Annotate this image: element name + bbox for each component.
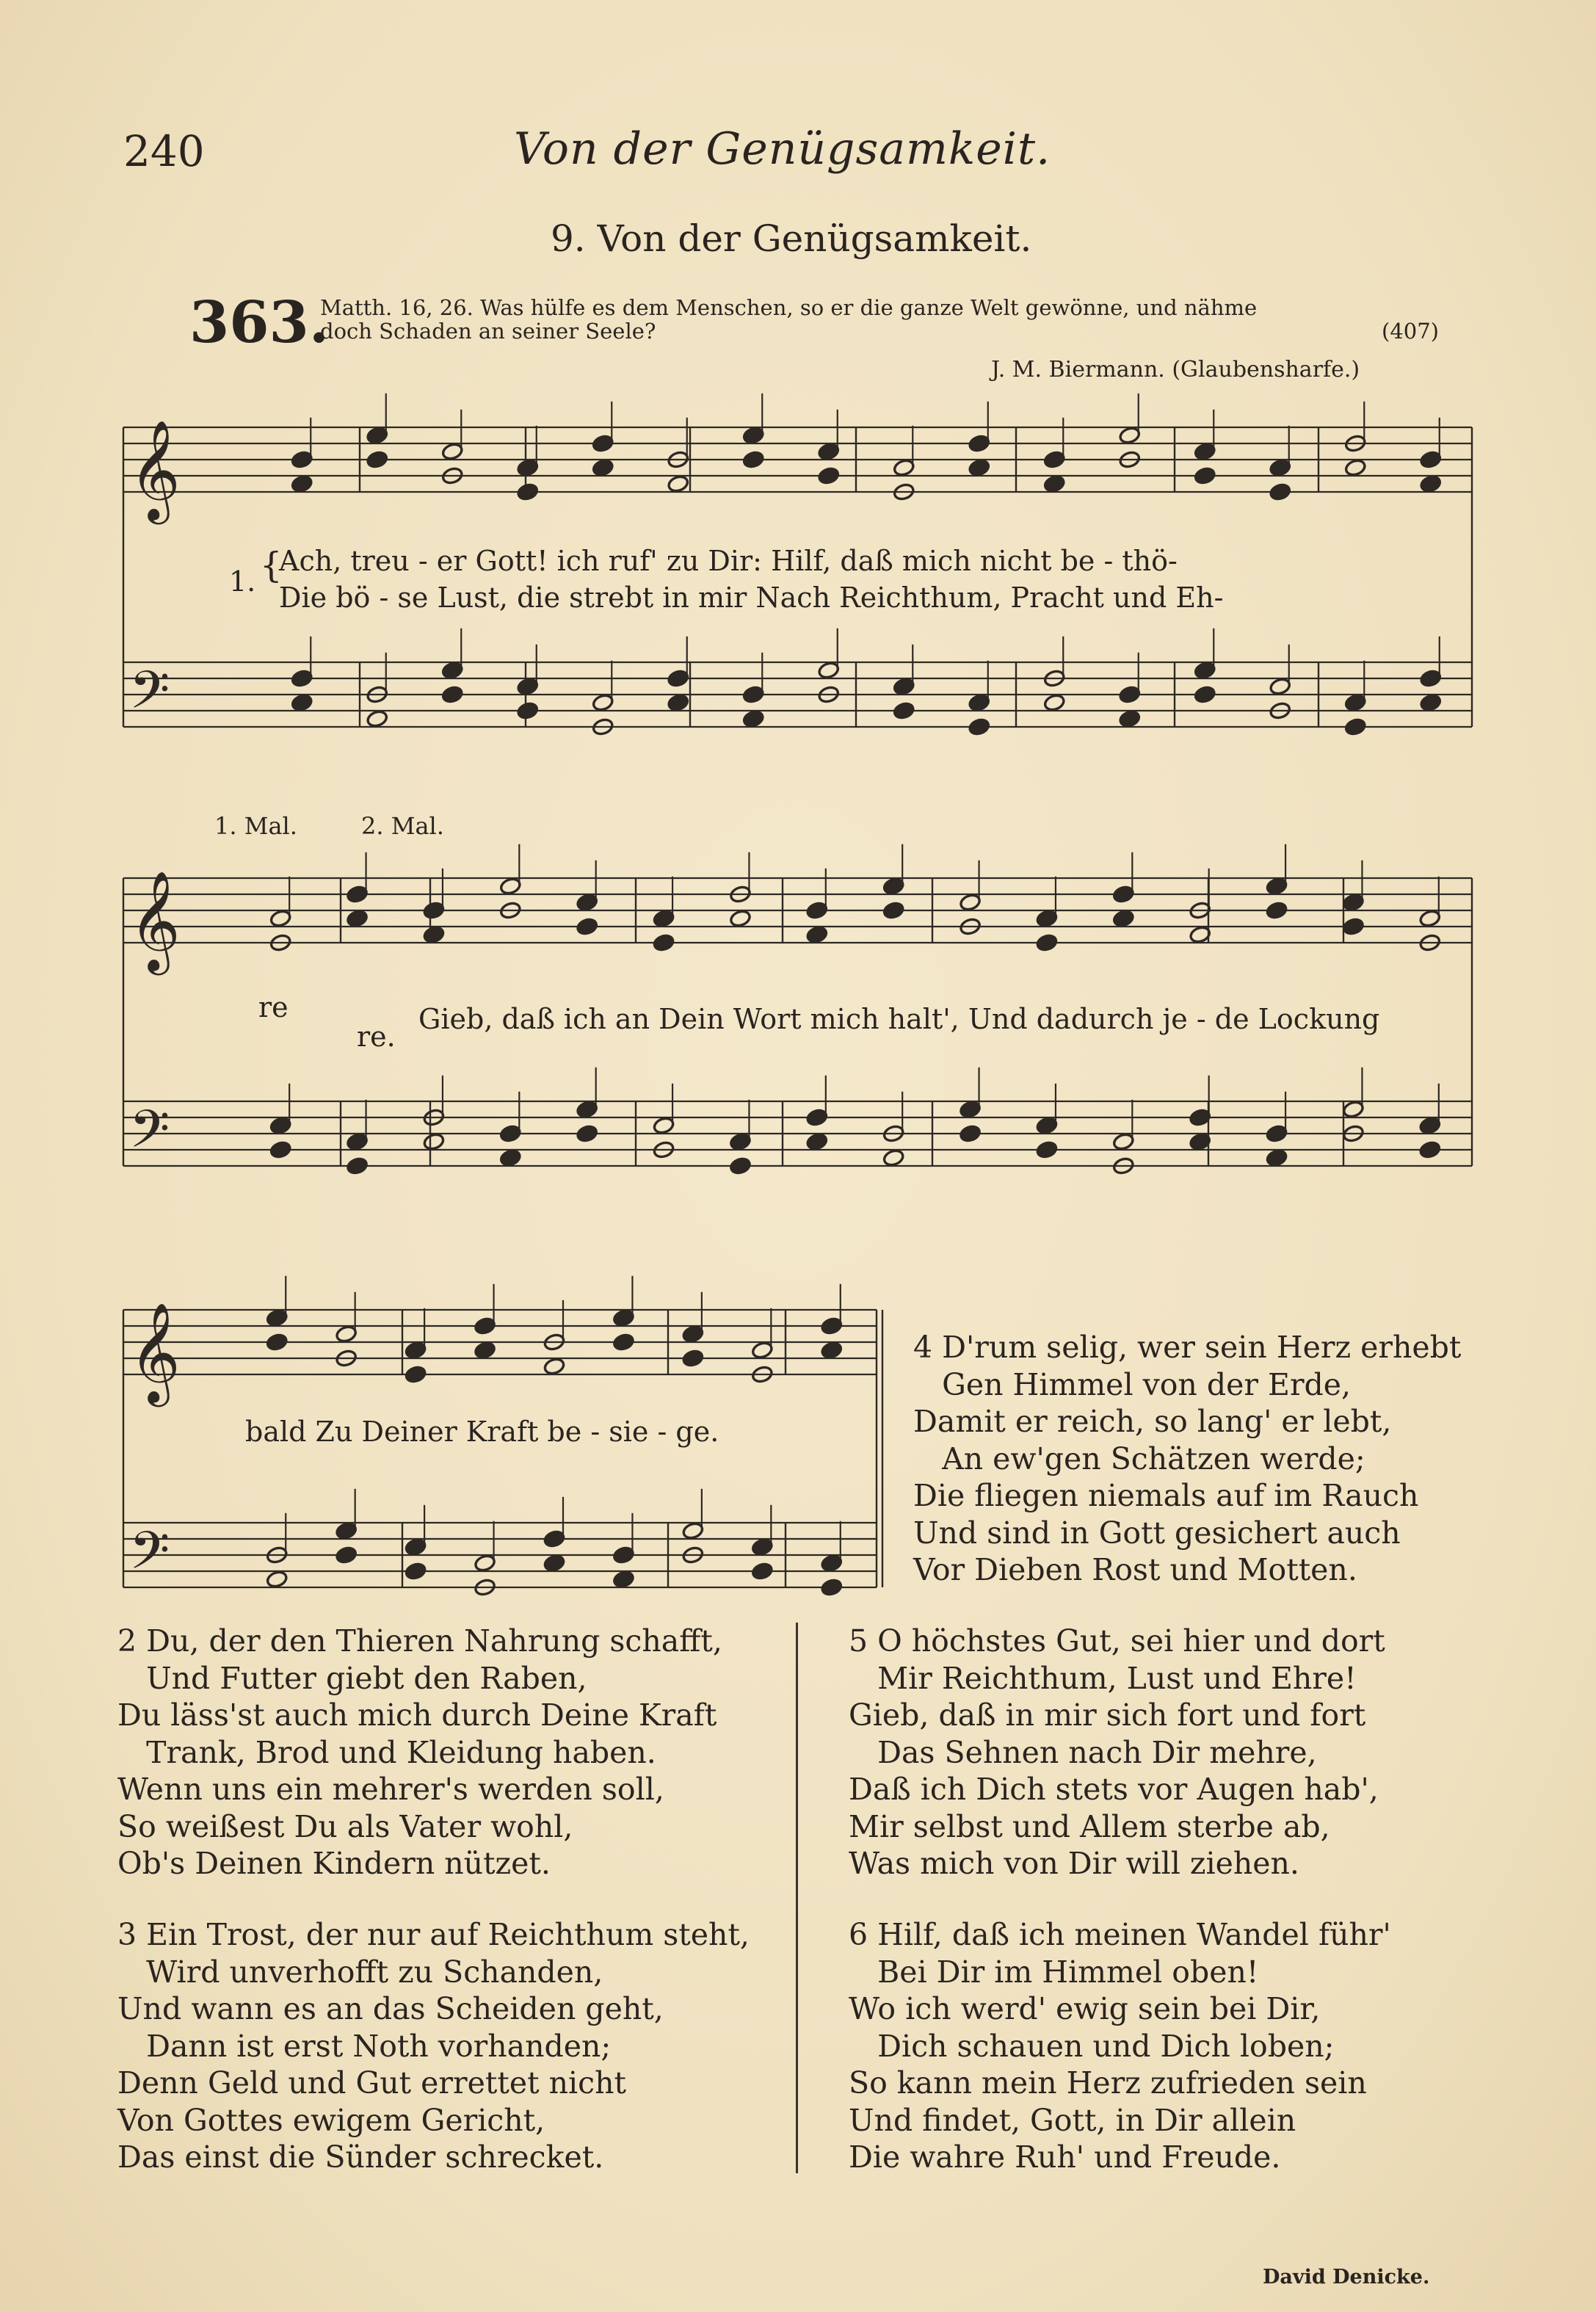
note-s1-treble: [742, 450, 765, 469]
note-s1-bass: [968, 717, 990, 736]
note-s1-bass: [366, 709, 388, 728]
note-s1-treble: [1269, 458, 1291, 477]
note-s2-treble: [423, 901, 446, 920]
note-s2-bass: [1036, 1140, 1059, 1159]
note-s3-treble: [612, 1308, 635, 1327]
note-s3-bass: [820, 1554, 843, 1573]
note-s3-treble: [612, 1333, 635, 1352]
verse-label: 1.: [229, 565, 256, 598]
note-s1-bass: [592, 693, 614, 712]
note-s1-bass: [516, 677, 539, 696]
note-s1-treble: [592, 458, 614, 477]
note-s2-bass: [1266, 1124, 1288, 1143]
note-s1-bass: [742, 709, 765, 728]
note-s1-bass: [1194, 661, 1216, 680]
note-s2-treble: [1419, 909, 1442, 928]
note-s2-bass: [576, 1100, 598, 1119]
note-s2-bass: [346, 1156, 369, 1175]
note-s2-treble: [1036, 933, 1059, 952]
verse-4: 4 D'rum selig, wer sein Herz erhebt Gen Himmel von der Erde, Damit er reich, so lang' er lebt, An ew'gen Schätzen werde; Die fliegen niemals auf im Rauch Und sind in Gott gesichert auch Vor Dieben Rost und Motten.: [913, 1330, 1462, 1587]
note-s1-bass: [1419, 693, 1442, 712]
lyrics-row2-ending2: re.: [357, 1021, 396, 1053]
note-s1-bass: [1419, 669, 1442, 688]
note-s1-treble: [1043, 450, 1066, 469]
lyrics-row2: Gieb, daß ich an Dein Wort mich halt', Und dadurch je - de Lockung: [418, 1003, 1380, 1035]
note-s3-bass: [266, 1570, 289, 1589]
note-s2-treble: [269, 909, 292, 928]
note-s3-treble: [266, 1333, 289, 1352]
note-s3-bass: [543, 1529, 566, 1548]
note-s2-treble: [959, 893, 982, 912]
note-s2-bass: [729, 1132, 752, 1151]
note-s2-bass: [653, 1116, 675, 1135]
bass-clef-3: 𝄢: [129, 1521, 170, 1594]
note-s1-treble: [291, 450, 313, 469]
author-credit: David Denicke.: [1263, 2266, 1430, 2289]
note-s2-treble: [1342, 917, 1365, 936]
note-s1-bass: [1344, 693, 1367, 712]
tune-reference: (407): [1382, 319, 1439, 344]
bass-clef: 𝄢: [129, 660, 170, 733]
volta-first: 1. Mal.: [214, 812, 297, 840]
bass-clef-2: 𝄢: [129, 1099, 170, 1173]
note-s3-treble: [405, 1341, 427, 1360]
note-s1-treble: [667, 474, 689, 493]
note-s1-bass: [1118, 709, 1141, 728]
note-s2-bass: [959, 1124, 982, 1143]
note-s2-treble: [653, 933, 675, 952]
note-s2-treble: [1266, 877, 1288, 896]
note-s2-bass: [269, 1140, 292, 1159]
note-s1-treble: [1194, 466, 1216, 485]
running-title: Von der Genügsamkeit.: [514, 123, 1051, 175]
note-s1-bass: [441, 685, 464, 704]
note-s1-bass: [667, 669, 689, 688]
note-s1-treble: [366, 426, 388, 445]
note-s1-bass: [893, 701, 915, 720]
note-s2-treble: [806, 901, 829, 920]
note-s3-bass: [474, 1554, 496, 1573]
composer-credit: J. M. Biermann. (Glaubensharfe.): [991, 357, 1360, 383]
note-s3-bass: [405, 1562, 427, 1581]
note-s2-bass: [423, 1132, 446, 1151]
note-s2-bass: [1419, 1116, 1442, 1135]
note-s1-treble: [817, 442, 840, 461]
note-s1-bass: [667, 693, 689, 712]
note-s3-treble: [335, 1324, 358, 1344]
note-s1-bass: [291, 669, 313, 688]
note-s1-treble: [817, 466, 840, 485]
note-s1-bass: [968, 693, 990, 712]
treble-clef: 𝄞: [129, 418, 181, 520]
note-s1-bass: [1194, 685, 1216, 704]
note-s3-treble: [820, 1341, 843, 1360]
note-s1-treble: [1269, 482, 1291, 501]
note-s3-treble: [543, 1357, 566, 1376]
note-s3-bass: [751, 1562, 774, 1581]
note-s1-treble: [441, 442, 464, 461]
verse-3: 3 Ein Trost, der nur auf Reichthum steht, Wird unverhofft zu Schanden, Und wann es an das Scheiden geht, Dann ist erst Noth vorhanden; Denn Geld und Gut errettet nicht Von Gottes ewigem Gericht, Das einst die Sünder schrecket.: [117, 1917, 750, 2175]
note-s1-treble: [592, 434, 614, 453]
note-s2-treble: [499, 877, 522, 896]
note-s3-bass: [612, 1545, 635, 1565]
note-s3-treble: [820, 1316, 843, 1336]
note-s1-bass: [1043, 693, 1066, 712]
note-s1-bass: [516, 701, 539, 720]
note-s2-bass: [1112, 1132, 1135, 1151]
note-s2-treble: [882, 877, 905, 896]
page-number: 240: [123, 126, 205, 176]
note-s3-bass: [682, 1521, 705, 1540]
note-s2-treble: [346, 885, 369, 904]
brace-symbol: {: [260, 545, 283, 586]
volta-second: 2. Mal.: [361, 812, 444, 840]
note-s2-treble: [423, 925, 446, 944]
note-s1-bass: [1118, 685, 1141, 704]
note-s2-treble: [346, 909, 369, 928]
note-s1-bass: [893, 677, 915, 696]
scripture-reference: Matth. 16, 26. Was hülfe es dem Menschen, so er die ganze Welt gewönne, und nähme: [320, 295, 1258, 320]
lyrics-row3: bald Zu Deiner Kraft be - sie - ge.: [245, 1416, 719, 1448]
note-s2-bass: [729, 1156, 752, 1175]
note-s1-treble: [291, 474, 313, 493]
note-s2-treble: [1112, 909, 1135, 928]
note-s1-treble: [516, 482, 539, 501]
note-s2-bass: [1419, 1140, 1442, 1159]
hymn-number: 363.: [189, 289, 329, 356]
note-s2-treble: [576, 893, 598, 912]
note-s2-bass: [1342, 1100, 1365, 1119]
note-s1-treble: [968, 458, 990, 477]
verse-6: 6 Hilf, daß ich meinen Wandel führ' Bei Dir im Himmel oben! Wo ich werd' ewig sein bei Dir, Dich schauen und Dich loben; So kann mein Herz zufrieden sein Und findet, Gott, in Dir allein Die wahre Ruh' und Freude.: [849, 1917, 1391, 2175]
lyrics-line-1: Ach, treu - er Gott! ich ruf' zu Dir: Hilf, daß mich nicht be - thö-: [279, 545, 1178, 577]
note-s2-bass: [1036, 1116, 1059, 1135]
note-s1-treble: [968, 434, 990, 453]
note-s3-bass: [543, 1554, 566, 1573]
note-s1-treble: [742, 426, 765, 445]
note-s3-treble: [474, 1316, 496, 1336]
column-divider: [796, 1623, 798, 2173]
note-s1-bass: [817, 661, 840, 680]
verse-5: 5 O höchstes Gut, sei hier und dort Mir Reichthum, Lust und Ehre! Gieb, daß in mir sich fort und fort Das Sehnen nach Dir mehre, Daß ich Dich stets vor Augen hab', Mir selbst und Allem sterbe ab, Was mich von Dir will ziehen.: [849, 1623, 1385, 1881]
note-s3-treble: [682, 1349, 705, 1368]
note-s2-treble: [1342, 893, 1365, 912]
note-s1-treble: [366, 450, 388, 469]
note-s3-treble: [266, 1308, 289, 1327]
treble-clef-2: 𝄞: [129, 869, 181, 971]
note-s1-bass: [1344, 717, 1367, 736]
note-s1-bass: [1269, 677, 1291, 696]
note-s2-bass: [499, 1124, 522, 1143]
note-s2-treble: [882, 901, 905, 920]
treble-clef-3: 𝄞: [129, 1301, 181, 1402]
note-s2-bass: [576, 1124, 598, 1143]
note-s2-bass: [1266, 1148, 1288, 1167]
lyrics-row2-ending1: re: [258, 991, 289, 1023]
note-s2-bass: [269, 1116, 292, 1135]
note-s1-treble: [1419, 474, 1442, 493]
note-s3-treble: [405, 1365, 427, 1384]
note-s3-bass: [335, 1545, 358, 1565]
note-s1-treble: [1344, 458, 1367, 477]
note-s1-treble: [1118, 426, 1141, 445]
note-s2-bass: [882, 1148, 905, 1167]
note-s1-bass: [441, 661, 464, 680]
note-s1-treble: [516, 458, 539, 477]
note-s3-bass: [612, 1570, 635, 1589]
note-s1-treble: [893, 458, 915, 477]
note-s3-bass: [335, 1521, 358, 1540]
section-title: 9. Von der Genügsamkeit.: [551, 217, 1032, 260]
note-s2-bass: [959, 1100, 982, 1119]
note-s3-bass: [405, 1537, 427, 1557]
note-s3-treble: [474, 1341, 496, 1360]
note-s2-treble: [1036, 909, 1059, 928]
note-s2-bass: [346, 1132, 369, 1151]
note-s1-treble: [1043, 474, 1066, 493]
note-s3-treble: [682, 1324, 705, 1344]
note-s1-bass: [291, 693, 313, 712]
lyrics-line-2: Die bö - se Lust, die strebt in mir Nach Reichthum, Pracht und Eh-: [279, 581, 1224, 614]
note-s1-treble: [1419, 450, 1442, 469]
note-s2-treble: [576, 917, 598, 936]
note-s2-bass: [806, 1132, 829, 1151]
note-s2-treble: [1112, 885, 1135, 904]
note-s2-treble: [653, 909, 675, 928]
note-s1-bass: [742, 685, 765, 704]
note-s3-treble: [751, 1341, 774, 1360]
scripture-reference-cont: doch Schaden an seiner Seele?: [320, 319, 656, 344]
note-s2-treble: [729, 909, 752, 928]
note-s3-bass: [751, 1537, 774, 1557]
note-s2-treble: [1266, 901, 1288, 920]
note-s3-bass: [820, 1578, 843, 1597]
verse-2: 2 Du, der den Thieren Nahrung schafft, Und Futter giebt den Raben, Du läss'st auch mich durch Deine Kraft Trank, Brod und Kleidung haben. Wenn uns ein mehrer's werden soll, So weißest Du als Vater wohl, Ob's Deinen Kindern nützet.: [117, 1623, 722, 1881]
note-s2-bass: [499, 1148, 522, 1167]
note-s1-treble: [1194, 442, 1216, 461]
note-s2-bass: [806, 1108, 829, 1127]
note-s2-treble: [806, 925, 829, 944]
